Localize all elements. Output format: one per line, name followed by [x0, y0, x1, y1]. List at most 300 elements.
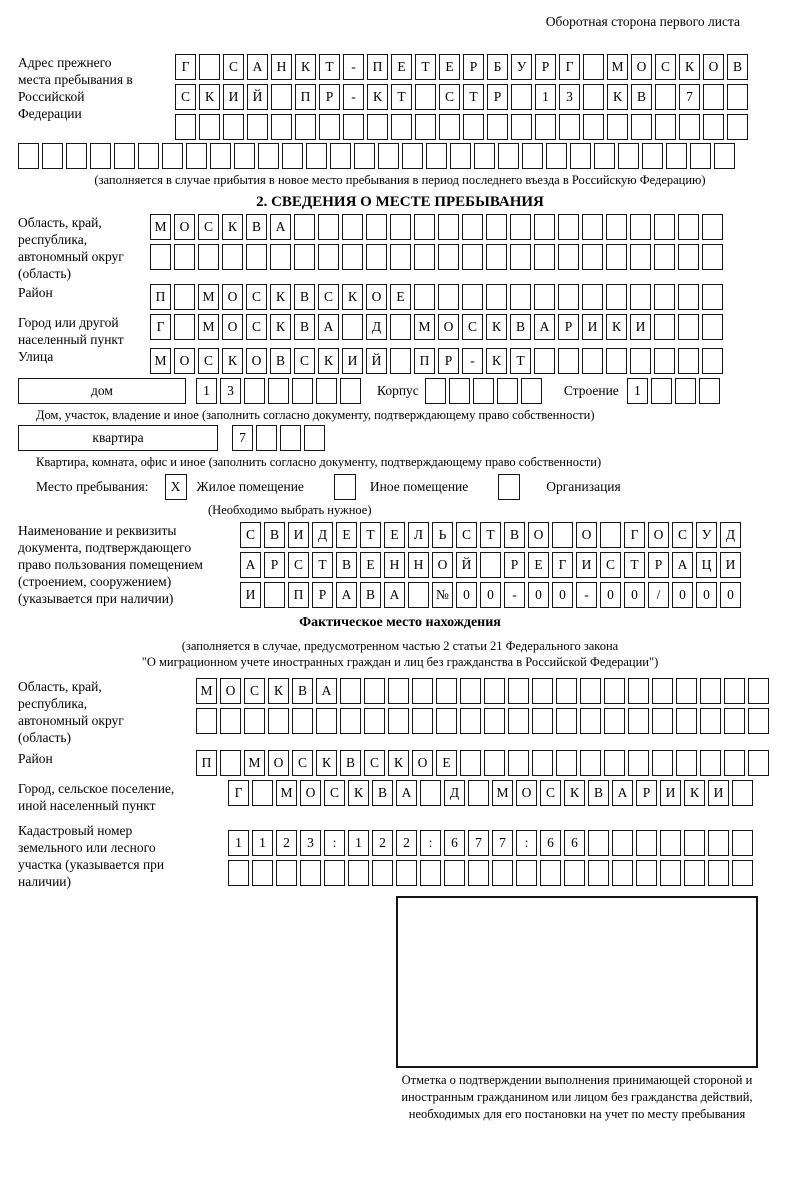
char-cell[interactable]: Е — [436, 750, 457, 776]
char-cell[interactable] — [354, 143, 375, 169]
char-cell[interactable] — [316, 378, 337, 404]
char-cell[interactable] — [607, 114, 628, 140]
char-cell[interactable] — [252, 780, 273, 806]
char-cell[interactable]: Т — [463, 84, 484, 110]
char-cell[interactable] — [702, 214, 723, 240]
char-cell[interactable]: С — [655, 54, 676, 80]
char-cell[interactable]: 2 — [396, 830, 417, 856]
char-cell[interactable]: О — [528, 522, 549, 548]
char-cell[interactable] — [510, 284, 531, 310]
char-cell[interactable]: О — [268, 750, 289, 776]
char-cell[interactable] — [223, 114, 244, 140]
char-cell[interactable] — [390, 348, 411, 374]
char-cell[interactable]: 1 — [627, 378, 648, 404]
char-cell[interactable]: 0 — [600, 582, 621, 608]
char-cell[interactable] — [594, 143, 615, 169]
char-cell[interactable] — [630, 214, 651, 240]
char-cell[interactable]: С — [324, 780, 345, 806]
char-cell[interactable] — [498, 143, 519, 169]
char-cell[interactable]: 1 — [535, 84, 556, 110]
char-cell[interactable] — [292, 708, 313, 734]
char-cell[interactable] — [655, 84, 676, 110]
char-cell[interactable]: В — [336, 552, 357, 578]
char-cell[interactable] — [340, 708, 361, 734]
char-cell[interactable]: Р — [504, 552, 525, 578]
char-cell[interactable] — [366, 214, 387, 240]
char-cell[interactable] — [724, 678, 745, 704]
char-cell[interactable]: К — [348, 780, 369, 806]
char-cell[interactable] — [628, 750, 649, 776]
char-cell[interactable]: Й — [456, 552, 477, 578]
char-cell[interactable]: С — [223, 54, 244, 80]
char-cell[interactable] — [220, 750, 241, 776]
char-cell[interactable] — [390, 214, 411, 240]
char-cell[interactable] — [300, 860, 321, 886]
char-cell[interactable]: У — [511, 54, 532, 80]
char-cell[interactable]: О — [300, 780, 321, 806]
char-cell[interactable]: А — [612, 780, 633, 806]
char-cell[interactable] — [222, 244, 243, 270]
char-cell[interactable] — [516, 860, 537, 886]
char-cell[interactable]: С — [540, 780, 561, 806]
char-cell[interactable] — [604, 708, 625, 734]
char-cell[interactable] — [318, 244, 339, 270]
char-cell[interactable]: В — [727, 54, 748, 80]
char-cell[interactable] — [583, 84, 604, 110]
char-cell[interactable] — [600, 522, 621, 548]
char-cell[interactable] — [604, 750, 625, 776]
char-cell[interactable] — [606, 214, 627, 240]
char-cell[interactable] — [556, 750, 577, 776]
char-cell[interactable] — [460, 678, 481, 704]
char-cell[interactable] — [210, 143, 231, 169]
char-cell[interactable]: Р — [463, 54, 484, 80]
char-cell[interactable] — [436, 678, 457, 704]
char-cell[interactable]: М — [276, 780, 297, 806]
char-cell[interactable]: Р — [535, 54, 556, 80]
char-cell[interactable] — [468, 860, 489, 886]
char-cell[interactable]: И — [708, 780, 729, 806]
char-cell[interactable] — [703, 84, 724, 110]
char-cell[interactable]: О — [412, 750, 433, 776]
char-cell[interactable]: О — [631, 54, 652, 80]
char-cell[interactable]: С — [246, 314, 267, 340]
char-cell[interactable] — [534, 284, 555, 310]
char-cell[interactable] — [234, 143, 255, 169]
char-cell[interactable] — [546, 143, 567, 169]
char-cell[interactable] — [258, 143, 279, 169]
char-cell[interactable]: А — [336, 582, 357, 608]
char-cell[interactable]: К — [295, 54, 316, 80]
char-cell[interactable] — [487, 114, 508, 140]
char-cell[interactable]: О — [222, 284, 243, 310]
char-cell[interactable] — [748, 678, 769, 704]
char-cell[interactable] — [708, 860, 729, 886]
char-cell[interactable] — [660, 830, 681, 856]
char-cell[interactable]: Е — [391, 54, 412, 80]
char-cell[interactable]: А — [318, 314, 339, 340]
char-cell[interactable] — [484, 750, 505, 776]
char-cell[interactable]: К — [199, 84, 220, 110]
char-cell[interactable]: В — [588, 780, 609, 806]
char-cell[interactable]: С — [318, 284, 339, 310]
char-cell[interactable]: 6 — [540, 830, 561, 856]
char-cell[interactable] — [486, 214, 507, 240]
char-cell[interactable]: 7 — [679, 84, 700, 110]
char-cell[interactable] — [343, 114, 364, 140]
char-cell[interactable] — [748, 708, 769, 734]
char-cell[interactable] — [474, 143, 495, 169]
char-cell[interactable] — [252, 860, 273, 886]
char-cell[interactable] — [425, 378, 446, 404]
char-cell[interactable]: С — [294, 348, 315, 374]
char-cell[interactable] — [612, 860, 633, 886]
char-cell[interactable] — [699, 378, 720, 404]
char-cell[interactable] — [438, 214, 459, 240]
char-cell[interactable]: 0 — [672, 582, 693, 608]
char-cell[interactable]: Р — [264, 552, 285, 578]
char-cell[interactable]: В — [264, 522, 285, 548]
char-cell[interactable]: 0 — [624, 582, 645, 608]
char-cell[interactable]: Р — [312, 582, 333, 608]
char-cell[interactable]: Ь — [432, 522, 453, 548]
char-cell[interactable] — [462, 284, 483, 310]
char-cell[interactable] — [652, 708, 673, 734]
char-cell[interactable] — [582, 284, 603, 310]
char-cell[interactable]: Е — [360, 552, 381, 578]
char-cell[interactable] — [378, 143, 399, 169]
char-cell[interactable] — [583, 54, 604, 80]
char-cell[interactable] — [402, 143, 423, 169]
char-cell[interactable] — [460, 708, 481, 734]
char-cell[interactable] — [678, 244, 699, 270]
char-cell[interactable] — [580, 708, 601, 734]
char-cell[interactable]: И — [720, 552, 741, 578]
char-cell[interactable] — [174, 284, 195, 310]
char-cell[interactable] — [636, 860, 657, 886]
char-cell[interactable]: К — [684, 780, 705, 806]
char-cell[interactable] — [342, 314, 363, 340]
char-cell[interactable]: В — [340, 750, 361, 776]
char-cell[interactable] — [558, 284, 579, 310]
char-cell[interactable] — [534, 348, 555, 374]
char-cell[interactable] — [700, 708, 721, 734]
char-cell[interactable]: С — [600, 552, 621, 578]
char-cell[interactable]: М — [198, 314, 219, 340]
char-cell[interactable] — [420, 860, 441, 886]
char-cell[interactable] — [583, 114, 604, 140]
char-cell[interactable] — [244, 378, 265, 404]
char-cell[interactable]: И — [630, 314, 651, 340]
char-cell[interactable] — [449, 378, 470, 404]
char-cell[interactable]: 7 — [232, 425, 253, 451]
char-cell[interactable] — [486, 244, 507, 270]
char-cell[interactable] — [497, 378, 518, 404]
char-cell[interactable] — [247, 114, 268, 140]
char-cell[interactable] — [342, 214, 363, 240]
char-cell[interactable] — [558, 214, 579, 240]
char-cell[interactable]: К — [318, 348, 339, 374]
char-cell[interactable]: В — [510, 314, 531, 340]
char-cell[interactable]: П — [367, 54, 388, 80]
char-cell[interactable] — [679, 114, 700, 140]
char-cell[interactable] — [295, 114, 316, 140]
char-cell[interactable]: 6 — [444, 830, 465, 856]
char-cell[interactable] — [652, 678, 673, 704]
char-cell[interactable]: М — [414, 314, 435, 340]
char-cell[interactable]: Н — [271, 54, 292, 80]
char-cell[interactable]: С — [175, 84, 196, 110]
char-cell[interactable] — [114, 143, 135, 169]
char-cell[interactable]: 1 — [228, 830, 249, 856]
char-cell[interactable] — [294, 244, 315, 270]
char-cell[interactable]: К — [607, 84, 628, 110]
char-cell[interactable] — [532, 750, 553, 776]
char-cell[interactable] — [511, 84, 532, 110]
char-cell[interactable]: К — [268, 678, 289, 704]
char-cell[interactable]: О — [516, 780, 537, 806]
char-cell[interactable] — [174, 314, 195, 340]
char-cell[interactable] — [220, 708, 241, 734]
char-cell[interactable]: Т — [312, 552, 333, 578]
char-cell[interactable] — [631, 114, 652, 140]
char-cell[interactable] — [651, 378, 672, 404]
char-cell[interactable] — [732, 860, 753, 886]
char-cell[interactable] — [391, 114, 412, 140]
char-cell[interactable] — [612, 830, 633, 856]
char-cell[interactable]: 0 — [720, 582, 741, 608]
char-cell[interactable] — [366, 244, 387, 270]
char-cell[interactable]: Е — [384, 522, 405, 548]
char-cell[interactable] — [654, 214, 675, 240]
char-cell[interactable] — [702, 244, 723, 270]
char-cell[interactable]: О — [174, 348, 195, 374]
char-cell[interactable] — [436, 708, 457, 734]
char-cell[interactable] — [264, 582, 285, 608]
char-cell[interactable] — [511, 114, 532, 140]
char-cell[interactable] — [340, 678, 361, 704]
char-cell[interactable] — [199, 54, 220, 80]
char-cell[interactable] — [90, 143, 111, 169]
char-cell[interactable]: И — [240, 582, 261, 608]
char-cell[interactable]: В — [372, 780, 393, 806]
char-cell[interactable]: 2 — [372, 830, 393, 856]
char-cell[interactable]: В — [504, 522, 525, 548]
char-cell[interactable] — [540, 860, 561, 886]
char-cell[interactable] — [270, 244, 291, 270]
char-cell[interactable]: О — [366, 284, 387, 310]
checkbox-residential[interactable]: X — [165, 474, 187, 500]
char-cell[interactable] — [444, 860, 465, 886]
char-cell[interactable]: 0 — [552, 582, 573, 608]
char-cell[interactable] — [604, 678, 625, 704]
char-cell[interactable] — [636, 830, 657, 856]
char-cell[interactable]: А — [247, 54, 268, 80]
char-cell[interactable]: Т — [415, 54, 436, 80]
char-cell[interactable] — [732, 780, 753, 806]
char-cell[interactable] — [655, 114, 676, 140]
char-cell[interactable]: К — [486, 314, 507, 340]
char-cell[interactable] — [618, 143, 639, 169]
char-cell[interactable] — [463, 114, 484, 140]
char-cell[interactable] — [282, 143, 303, 169]
char-cell[interactable]: С — [672, 522, 693, 548]
char-cell[interactable]: О — [648, 522, 669, 548]
char-cell[interactable] — [508, 678, 529, 704]
char-cell[interactable]: 1 — [252, 830, 273, 856]
char-cell[interactable] — [484, 678, 505, 704]
char-cell[interactable] — [364, 678, 385, 704]
char-cell[interactable] — [138, 143, 159, 169]
char-cell[interactable] — [676, 678, 697, 704]
char-cell[interactable] — [324, 860, 345, 886]
char-cell[interactable] — [228, 860, 249, 886]
char-cell[interactable]: - — [576, 582, 597, 608]
char-cell[interactable]: Р — [636, 780, 657, 806]
char-cell[interactable] — [558, 348, 579, 374]
char-cell[interactable] — [408, 582, 429, 608]
char-cell[interactable]: С — [198, 348, 219, 374]
char-cell[interactable]: Р — [319, 84, 340, 110]
char-cell[interactable] — [462, 214, 483, 240]
char-cell[interactable] — [678, 284, 699, 310]
char-cell[interactable] — [606, 244, 627, 270]
char-cell[interactable] — [676, 750, 697, 776]
char-cell[interactable]: В — [246, 214, 267, 240]
char-cell[interactable]: К — [270, 284, 291, 310]
char-cell[interactable]: И — [223, 84, 244, 110]
char-cell[interactable]: Й — [247, 84, 268, 110]
char-cell[interactable] — [396, 860, 417, 886]
char-cell[interactable] — [244, 708, 265, 734]
char-cell[interactable]: К — [679, 54, 700, 80]
char-cell[interactable]: Г — [150, 314, 171, 340]
char-cell[interactable] — [724, 708, 745, 734]
char-cell[interactable] — [330, 143, 351, 169]
checkbox-organization[interactable] — [498, 474, 520, 500]
char-cell[interactable] — [372, 860, 393, 886]
char-cell[interactable]: С — [439, 84, 460, 110]
char-cell[interactable] — [675, 378, 696, 404]
char-cell[interactable]: Л — [408, 522, 429, 548]
char-cell[interactable] — [630, 284, 651, 310]
char-cell[interactable]: О — [222, 314, 243, 340]
char-cell[interactable]: И — [288, 522, 309, 548]
char-cell[interactable]: О — [703, 54, 724, 80]
char-cell[interactable]: № — [432, 582, 453, 608]
char-cell[interactable] — [678, 314, 699, 340]
char-cell[interactable] — [316, 708, 337, 734]
char-cell[interactable] — [186, 143, 207, 169]
char-cell[interactable]: К — [606, 314, 627, 340]
char-cell[interactable]: Т — [319, 54, 340, 80]
char-cell[interactable] — [390, 244, 411, 270]
char-cell[interactable] — [748, 750, 769, 776]
char-cell[interactable] — [534, 244, 555, 270]
char-cell[interactable]: К — [367, 84, 388, 110]
char-cell[interactable]: М — [150, 214, 171, 240]
char-cell[interactable] — [150, 244, 171, 270]
char-cell[interactable] — [292, 378, 313, 404]
char-cell[interactable]: В — [292, 678, 313, 704]
char-cell[interactable] — [450, 143, 471, 169]
char-cell[interactable] — [174, 244, 195, 270]
char-cell[interactable] — [714, 143, 735, 169]
char-cell[interactable]: Е — [439, 54, 460, 80]
char-cell[interactable]: А — [270, 214, 291, 240]
char-cell[interactable]: Й — [366, 348, 387, 374]
char-cell[interactable]: Г — [559, 54, 580, 80]
char-cell[interactable] — [508, 708, 529, 734]
char-cell[interactable] — [676, 708, 697, 734]
char-cell[interactable] — [486, 284, 507, 310]
char-cell[interactable]: 3 — [220, 378, 241, 404]
char-cell[interactable] — [66, 143, 87, 169]
char-cell[interactable] — [198, 244, 219, 270]
char-cell[interactable] — [552, 522, 573, 548]
char-cell[interactable] — [724, 750, 745, 776]
char-cell[interactable] — [162, 143, 183, 169]
char-cell[interactable]: Е — [390, 284, 411, 310]
char-cell[interactable] — [660, 860, 681, 886]
char-cell[interactable]: С — [198, 214, 219, 240]
char-cell[interactable] — [414, 214, 435, 240]
char-cell[interactable] — [654, 244, 675, 270]
char-cell[interactable]: - — [504, 582, 525, 608]
char-cell[interactable] — [559, 114, 580, 140]
char-cell[interactable]: - — [462, 348, 483, 374]
char-cell[interactable] — [588, 860, 609, 886]
char-cell[interactable] — [666, 143, 687, 169]
char-cell[interactable] — [582, 214, 603, 240]
char-cell[interactable] — [630, 348, 651, 374]
char-cell[interactable] — [700, 678, 721, 704]
char-cell[interactable] — [702, 314, 723, 340]
char-cell[interactable] — [582, 244, 603, 270]
char-cell[interactable]: Т — [391, 84, 412, 110]
char-cell[interactable]: : — [420, 830, 441, 856]
char-cell[interactable]: В — [631, 84, 652, 110]
char-cell[interactable]: П — [288, 582, 309, 608]
char-cell[interactable] — [388, 678, 409, 704]
char-cell[interactable] — [420, 780, 441, 806]
char-cell[interactable]: / — [648, 582, 669, 608]
char-cell[interactable] — [280, 425, 301, 451]
char-cell[interactable] — [18, 143, 39, 169]
char-cell[interactable] — [580, 750, 601, 776]
char-cell[interactable] — [390, 314, 411, 340]
char-cell[interactable]: Е — [528, 552, 549, 578]
char-cell[interactable]: Р — [648, 552, 669, 578]
char-cell[interactable]: В — [294, 284, 315, 310]
char-cell[interactable] — [532, 678, 553, 704]
char-cell[interactable]: Р — [558, 314, 579, 340]
char-cell[interactable] — [628, 678, 649, 704]
char-cell[interactable]: П — [295, 84, 316, 110]
char-cell[interactable]: 0 — [696, 582, 717, 608]
char-cell[interactable]: О — [432, 552, 453, 578]
char-cell[interactable]: В — [270, 348, 291, 374]
char-cell[interactable] — [294, 214, 315, 240]
char-cell[interactable]: С — [462, 314, 483, 340]
char-cell[interactable]: М — [150, 348, 171, 374]
char-cell[interactable] — [510, 244, 531, 270]
char-cell[interactable]: Д — [444, 780, 465, 806]
char-cell[interactable]: : — [516, 830, 537, 856]
char-cell[interactable]: С — [456, 522, 477, 548]
char-cell[interactable] — [462, 244, 483, 270]
char-cell[interactable]: Г — [552, 552, 573, 578]
